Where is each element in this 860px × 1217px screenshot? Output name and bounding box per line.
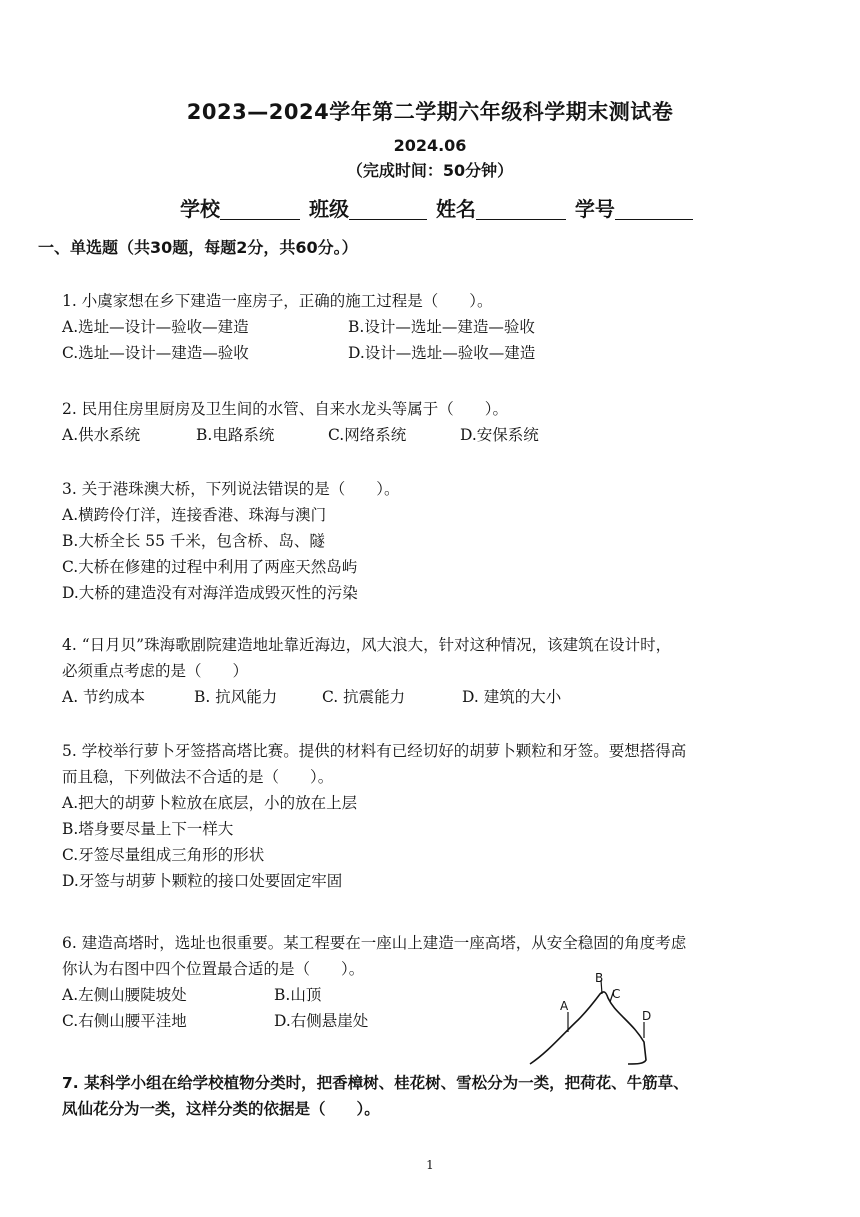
option-d: D.设计—选址—验收—建造	[348, 344, 536, 362]
question-2-stem: 2. 民用住房里厨房及卫生间的水管、自来水龙头等属于（ ）。	[62, 400, 508, 418]
question-1	[62, 288, 535, 366]
mountain-outline	[530, 992, 646, 1064]
question-4-options	[62, 684, 671, 710]
class-blank[interactable]	[349, 199, 427, 220]
question-6-stem-line-1: 6. 建造高塔时，选址也很重要。某工程要在一座山上建造一座高塔，从安全稳固的角度考虑	[62, 934, 687, 952]
option-b: B.山顶	[274, 986, 322, 1004]
section-title: 一、单选题（共30题，每题2分，共60分。）	[38, 238, 358, 257]
option-d: D.牙签与胡萝卜颗粒的接口处要固定牢固	[62, 872, 343, 890]
exam-date: 2024.06	[393, 136, 467, 155]
question-1-options-row-1	[62, 314, 535, 340]
option-b: B.设计—选址—建造—验收	[348, 318, 535, 336]
question-1-options-row-2	[62, 340, 535, 366]
option-c: C.右侧山腰平洼地	[62, 1012, 187, 1030]
question-7-stem-line-2: 凤仙花分为一类，这样分类的依据是（ ）。	[62, 1100, 380, 1118]
option-c: C.选址—设计—建造—验收	[62, 344, 249, 362]
option-b: B. 抗风能力	[194, 688, 278, 706]
question-5-stem-line-1: 5. 学校举行萝卜牙签搭高塔比赛。提供的材料有已经切好的胡萝卜颗粒和牙签。要想搭得高	[62, 742, 687, 760]
option-b: B.大桥全长 55 千米，包含桥、岛、隧	[62, 532, 325, 550]
class-field	[309, 193, 429, 222]
name-blank[interactable]	[476, 199, 566, 220]
question-6-stem-line-2: 你认为右图中四个位置最合适的是（ ）。	[62, 960, 365, 978]
question-1-stem: 1. 小虞家想在乡下建造一座房子，正确的施工过程是（ ）。	[62, 292, 493, 310]
page-number: 1	[426, 1158, 434, 1172]
school-blank[interactable]	[220, 199, 300, 220]
student-number-field	[575, 193, 695, 222]
question-3-stem: 3. 关于港珠澳大桥，下列说法错误的是（ ）。	[62, 480, 400, 498]
mountain-diagram	[528, 972, 658, 1072]
option-a: A.把大的胡萝卜粒放在底层，小的放在上层	[62, 794, 358, 812]
name-field	[436, 193, 568, 222]
option-a: A.选址—设计—验收—建造	[62, 318, 249, 336]
option-c: C.网络系统	[328, 426, 407, 444]
student-number-label: 学号	[574, 197, 615, 221]
label-b: B	[595, 972, 604, 985]
option-d: D. 建筑的大小	[462, 688, 562, 706]
option-c: C. 抗震能力	[322, 688, 406, 706]
label-a: A	[560, 999, 569, 1013]
student-info-row	[180, 193, 695, 222]
question-7	[62, 1070, 689, 1122]
option-a: A.左侧山腰陡坡处	[62, 986, 187, 1004]
school-field	[180, 193, 302, 222]
label-d: D	[642, 1009, 652, 1023]
label-c: C	[612, 987, 621, 1001]
question-4-stem-line-2: 必须重点考虑的是（ ）	[62, 662, 249, 680]
question-2	[62, 396, 539, 448]
question-4	[62, 632, 671, 710]
option-b: B.电路系统	[196, 426, 275, 444]
question-5	[62, 738, 686, 894]
school-label: 学校	[180, 197, 220, 221]
class-label: 班级	[308, 197, 349, 221]
option-d: D.大桥的建造没有对海洋造成毁灭性的污染	[62, 584, 358, 602]
option-a: A. 节约成本	[62, 688, 146, 706]
exam-title: 2023—2024学年第二学期六年级科学期末测试卷	[186, 100, 674, 124]
option-c: C.牙签尽量组成三角形的形状	[62, 846, 265, 864]
exam-duration: （完成时间：50分钟）	[346, 161, 514, 180]
option-a: A.横跨伶仃洋，连接香港、珠海与澳门	[62, 506, 327, 524]
name-label: 姓名	[435, 197, 476, 221]
question-2-options	[62, 422, 539, 448]
question-5-stem-line-2: 而且稳，下列做法不合适的是（ ）。	[62, 768, 334, 786]
option-a: A.供水系统	[62, 426, 141, 444]
option-d: D.右侧悬崖处	[274, 1012, 369, 1030]
option-b: B.塔身要尽量上下一样大	[62, 820, 234, 838]
option-d: D.安保系统	[460, 426, 539, 444]
question-4-stem-line-1: 4. “日月贝”珠海歌剧院建造地址靠近海边，风大浪大，针对这种情况，该建筑在设计时，	[62, 636, 672, 654]
question-3	[62, 476, 399, 606]
question-7-stem-line-1: 7. 某科学小组在给学校植物分类时，把香樟树、桂花树、雪松分为一类，把荷花、牛筋草、	[62, 1074, 689, 1092]
option-c: C.大桥在修建的过程中利用了两座天然岛屿	[62, 558, 358, 576]
student-number-blank[interactable]	[615, 199, 693, 220]
